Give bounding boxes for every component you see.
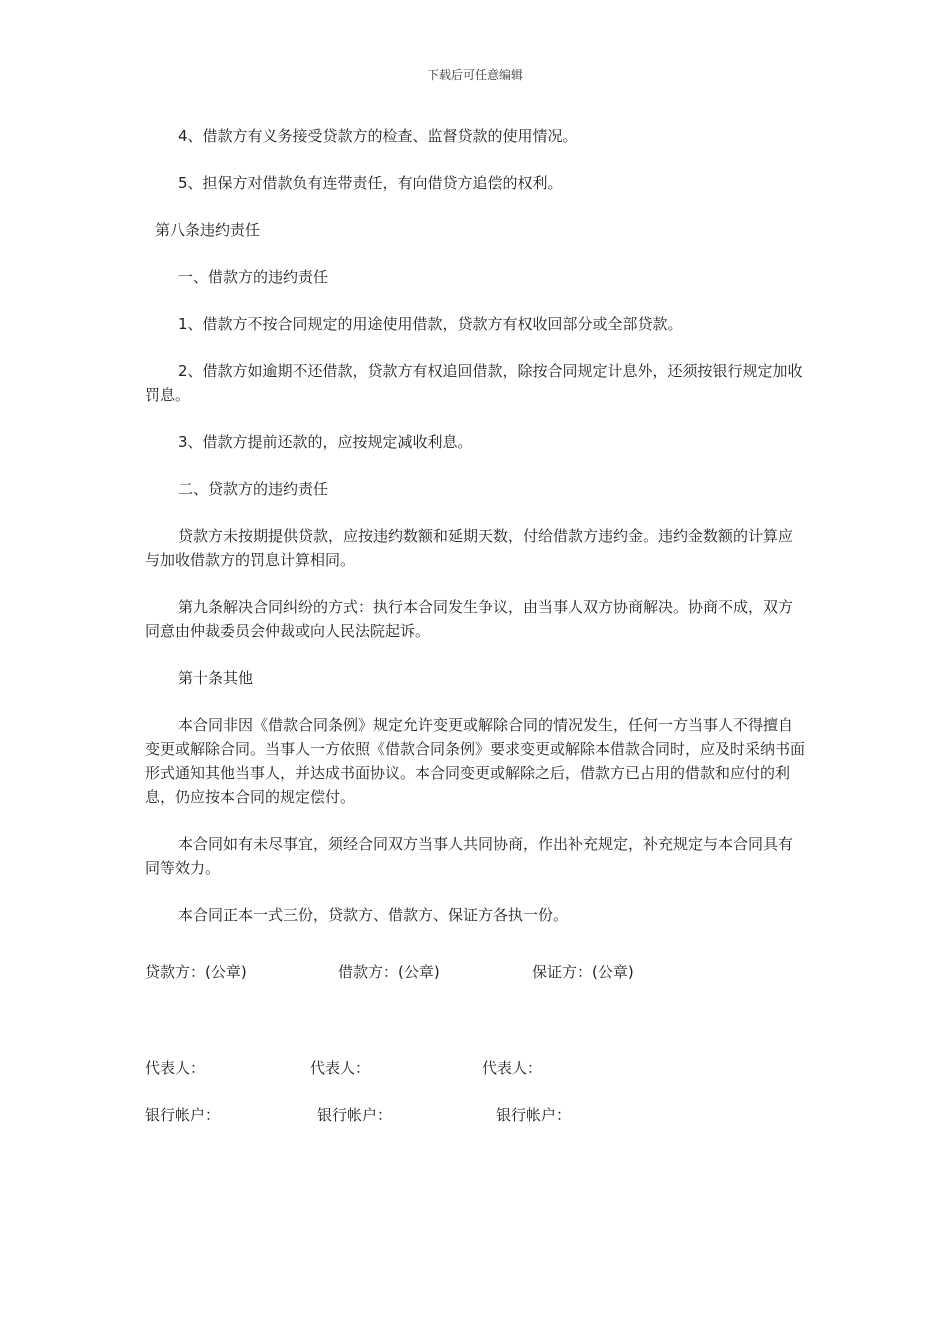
signature-bank-account-row: [145, 1103, 805, 1127]
paragraph-copies: 本合同正本一式三份，贷款方、借款方、保证方各执一份。: [178, 906, 569, 924]
paragraph-borrower-duty-4: 4、借款方有义务接受贷款方的检查、监督贷款的使用情况。: [178, 127, 578, 145]
borrower-bank-account-label: 银行帐户：: [317, 1106, 393, 1124]
guarantor-seal-label: 保证方：(公章): [532, 963, 634, 981]
paragraph-supplementary-terms: 本合同如有未尽事宜，须经合同双方当事人共同协商，作出补充规定，补充规定与本合同具有同等效力。: [145, 835, 794, 877]
paragraph-liability-3: 3、借款方提前还款的，应按规定减收利息。: [178, 433, 473, 451]
lender-representative-label: 代表人：: [145, 1059, 206, 1077]
guarantor-bank-account-label: 银行帐户：: [496, 1106, 572, 1124]
subheading-lender-liability: 二、贷款方的违约责任: [178, 480, 329, 498]
section-heading-article-8: 第八条违约责任: [155, 221, 261, 239]
paragraph-liability-1: 1、借款方不按合同规定的用途使用借款，贷款方有权收回部分或全部贷款。: [178, 315, 683, 333]
contract-body: [145, 124, 805, 950]
paragraph-lender-liability: 贷款方未按期提供贷款，应按违约数额和延期天数，付给借款方违约金。违约金数额的计算应与加收借款方的罚息计算相同。: [145, 527, 794, 569]
signature-representative-row: [145, 1056, 805, 1080]
paragraph-modification-rules: 本合同非因《借款合同条例》规定允许变更或解除合同的情况发生，任何一方当事人不得擅自变更或解除合同。当事人一方依照《借款合同条例》要求变更或解除本借款合同时，应及时采纳书面形式通知其他当事人，并达成书面协议。本合同变更或解除之后，借款方已占用的借款和应付的利息，仍应按本合同的规定偿付。: [145, 716, 806, 806]
guarantor-representative-label: 代表人：: [482, 1059, 543, 1077]
paragraph-liability-2: 2、借款方如逾期不还借款，贷款方有权追回借款，除按合同规定计息外，还须按银行规定加收罚息。: [145, 362, 803, 404]
borrower-seal-label: 借款方：(公章): [338, 963, 440, 981]
section-heading-article-10: 第十条其他: [178, 669, 254, 687]
borrower-representative-label: 代表人：: [310, 1059, 371, 1077]
header-note: 下载后可任意编辑: [426, 68, 523, 82]
subheading-borrower-liability: 一、借款方的违约责任: [178, 268, 329, 286]
paragraph-guarantor-duty-5: 5、担保方对借款负有连带责任，有向借贷方追偿的权利。: [178, 174, 563, 192]
section-article-9-dispute: 第九条解决合同纠纷的方式：执行本合同发生争议，由当事人双方协商解决。协商不成，双方同意由仲裁委员会仲裁或向人民法院起诉。: [145, 598, 794, 640]
lender-bank-account-label: 银行帐户：: [145, 1106, 221, 1124]
lender-seal-label: 贷款方：(公章): [145, 963, 247, 981]
signature-party-row: [145, 960, 805, 984]
